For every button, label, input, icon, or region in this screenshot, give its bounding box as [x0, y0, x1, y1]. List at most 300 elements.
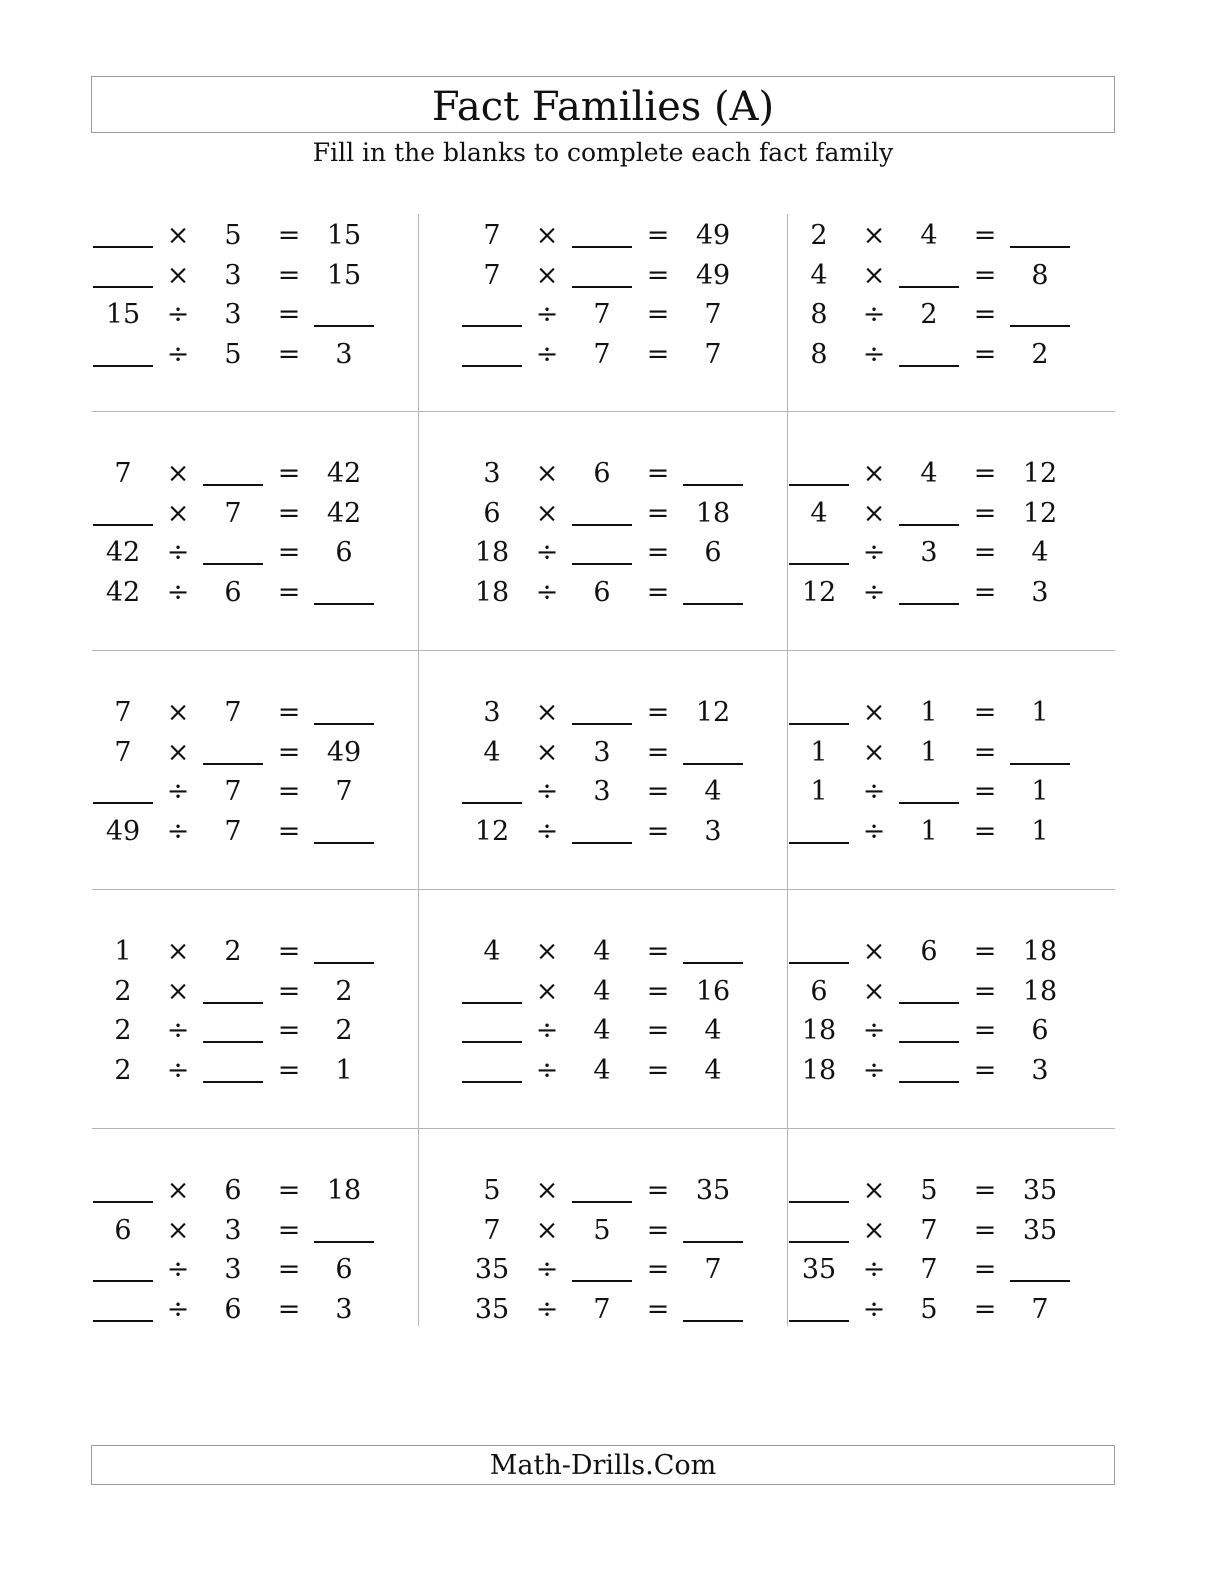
equation-row [92, 733, 418, 773]
multiply-sign: × [862, 936, 886, 967]
blank-line[interactable] [899, 1051, 959, 1083]
answer-blank[interactable] [789, 533, 849, 573]
number: 1 [1031, 697, 1049, 728]
equation-row [419, 256, 787, 296]
fact-family-cell [92, 412, 419, 651]
answer-blank[interactable] [314, 812, 374, 852]
answer-blank[interactable] [93, 335, 153, 375]
equals-sign: = [277, 737, 301, 768]
multiply-sign: × [535, 737, 559, 768]
equation-row [788, 533, 1115, 573]
divide-sign: ÷ [166, 537, 190, 568]
blank-line[interactable] [899, 1011, 959, 1043]
number: 2 [114, 1015, 132, 1046]
answer-blank[interactable] [93, 256, 153, 296]
number: 6 [810, 976, 828, 1007]
fact-family-grid [92, 214, 1115, 1326]
number: 7 [920, 1254, 938, 1285]
blank-line[interactable] [683, 733, 743, 765]
number: 3 [593, 776, 611, 807]
equals-sign: = [646, 737, 670, 768]
number: 49 [326, 737, 362, 768]
answer-blank[interactable] [314, 295, 374, 335]
number: 3 [335, 339, 353, 370]
divide-sign: ÷ [862, 816, 886, 847]
blank-line[interactable] [572, 812, 632, 844]
number: 2 [114, 976, 132, 1007]
multiply-sign: × [166, 458, 190, 489]
answer-blank[interactable] [462, 1051, 522, 1091]
multiply-sign: × [535, 260, 559, 291]
blank-line[interactable] [93, 1290, 153, 1322]
blank-line[interactable] [789, 932, 849, 964]
blank-line[interactable] [314, 1211, 374, 1243]
equals-sign: = [646, 537, 670, 568]
multiply-sign: × [862, 260, 886, 291]
answer-blank[interactable] [462, 295, 522, 335]
multiply-sign: × [862, 976, 886, 1007]
equals-sign: = [973, 936, 997, 967]
equals-sign: = [973, 697, 997, 728]
blank-line[interactable] [789, 1211, 849, 1243]
blank-line[interactable] [1010, 295, 1070, 327]
equation-row [92, 494, 418, 534]
equation-row [788, 733, 1115, 773]
divide-sign: ÷ [535, 1294, 559, 1325]
blank-line[interactable] [899, 256, 959, 288]
fact-family-cell [788, 651, 1115, 890]
blank-line[interactable] [572, 693, 632, 725]
equation-row [419, 812, 787, 852]
fact-family-cell [92, 1129, 419, 1326]
equation-row [419, 1051, 787, 1091]
blank-line[interactable] [462, 1051, 522, 1083]
equation-row [419, 533, 787, 573]
answer-blank[interactable] [572, 1171, 632, 1211]
blank-line[interactable] [314, 693, 374, 725]
blank-line[interactable] [789, 533, 849, 565]
number: 35 [801, 1254, 837, 1285]
answer-blank[interactable] [1010, 733, 1070, 773]
divide-sign: ÷ [166, 1015, 190, 1046]
blank-line[interactable] [314, 932, 374, 964]
number: 42 [326, 458, 362, 489]
number: 3 [224, 1254, 242, 1285]
blank-line[interactable] [1010, 216, 1070, 248]
blank-line[interactable] [683, 1211, 743, 1243]
blank-line[interactable] [789, 1290, 849, 1322]
number: 42 [326, 498, 362, 529]
blank-line[interactable] [683, 1290, 743, 1322]
divide-sign: ÷ [166, 776, 190, 807]
blank-line[interactable] [899, 972, 959, 1004]
answer-blank[interactable] [203, 454, 263, 494]
multiply-sign: × [862, 498, 886, 529]
answer-blank[interactable] [462, 772, 522, 812]
divide-sign: ÷ [166, 1294, 190, 1325]
equals-sign: = [646, 458, 670, 489]
multiply-sign: × [535, 220, 559, 251]
answer-blank[interactable] [93, 1290, 153, 1330]
equals-sign: = [973, 299, 997, 330]
equals-sign: = [973, 1175, 997, 1206]
divide-sign: ÷ [862, 1294, 886, 1325]
blank-line[interactable] [93, 1250, 153, 1282]
blank-line[interactable] [314, 812, 374, 844]
equals-sign: = [973, 1254, 997, 1285]
equals-sign: = [646, 339, 670, 370]
equation-row [788, 1290, 1115, 1330]
divide-sign: ÷ [535, 339, 559, 370]
divide-sign: ÷ [862, 339, 886, 370]
equals-sign: = [277, 299, 301, 330]
number: 4 [920, 220, 938, 251]
divide-sign: ÷ [862, 776, 886, 807]
number: 5 [224, 220, 242, 251]
equation-row [92, 454, 418, 494]
blank-line[interactable] [203, 733, 263, 765]
blank-line[interactable] [314, 295, 374, 327]
number: 15 [105, 299, 141, 330]
equation-row [92, 573, 418, 613]
answer-blank[interactable] [462, 1011, 522, 1051]
equation-row [92, 812, 418, 852]
number: 5 [593, 1215, 611, 1246]
answer-blank[interactable] [314, 932, 374, 972]
number: 49 [695, 220, 731, 251]
answer-blank[interactable] [789, 1171, 849, 1211]
equation-row [92, 1011, 418, 1051]
answer-blank[interactable] [462, 335, 522, 375]
multiply-sign: × [166, 220, 190, 251]
equals-sign: = [646, 1254, 670, 1285]
answer-blank[interactable] [683, 733, 743, 773]
number: 7 [704, 1254, 722, 1285]
answer-blank[interactable] [572, 812, 632, 852]
answer-blank[interactable] [899, 772, 959, 812]
answer-blank[interactable] [572, 494, 632, 534]
blank-line[interactable] [203, 454, 263, 486]
answer-blank[interactable] [93, 1250, 153, 1290]
blank-line[interactable] [789, 812, 849, 844]
answer-blank[interactable] [203, 1011, 263, 1051]
answer-blank[interactable] [899, 972, 959, 1012]
equation-row [788, 573, 1115, 613]
answer-blank[interactable] [789, 1290, 849, 1330]
number: 6 [1031, 1015, 1049, 1046]
blank-line[interactable] [93, 256, 153, 288]
answer-blank[interactable] [899, 1051, 959, 1091]
equation-row [419, 454, 787, 494]
equation-row [92, 256, 418, 296]
divide-sign: ÷ [862, 537, 886, 568]
answer-blank[interactable] [899, 573, 959, 613]
equation-row [419, 494, 787, 534]
number: 4 [593, 1055, 611, 1086]
fact-family-cell [92, 651, 419, 890]
blank-line[interactable] [203, 972, 263, 1004]
answer-blank[interactable] [683, 932, 743, 972]
answer-blank[interactable] [572, 693, 632, 733]
answer-blank[interactable] [572, 1250, 632, 1290]
blank-line[interactable] [572, 494, 632, 526]
answer-blank[interactable] [93, 494, 153, 534]
equation-row [788, 216, 1115, 256]
number: 4 [810, 260, 828, 291]
divide-sign: ÷ [535, 816, 559, 847]
multiply-sign: × [862, 458, 886, 489]
fact-family-cell [419, 1129, 788, 1326]
number: 12 [1022, 498, 1058, 529]
number: 8 [810, 299, 828, 330]
equals-sign: = [277, 1175, 301, 1206]
equation-row [788, 693, 1115, 733]
number: 2 [224, 936, 242, 967]
blank-line[interactable] [899, 772, 959, 804]
number: 3 [1031, 1055, 1049, 1086]
number: 7 [224, 816, 242, 847]
title-box [91, 76, 1115, 133]
answer-blank[interactable] [572, 216, 632, 256]
equation-row [92, 1051, 418, 1091]
equals-sign: = [277, 537, 301, 568]
answer-blank[interactable] [683, 1211, 743, 1251]
number: 1 [810, 737, 828, 768]
answer-blank[interactable] [203, 533, 263, 573]
blank-line[interactable] [683, 932, 743, 964]
answer-blank[interactable] [789, 693, 849, 733]
divide-sign: ÷ [166, 299, 190, 330]
equation-row [788, 454, 1115, 494]
divide-sign: ÷ [535, 1055, 559, 1086]
equals-sign: = [973, 498, 997, 529]
answer-blank[interactable] [899, 256, 959, 296]
fact-family-cell [92, 890, 419, 1129]
equals-sign: = [973, 339, 997, 370]
number: 4 [593, 976, 611, 1007]
number: 6 [593, 577, 611, 608]
blank-line[interactable] [93, 494, 153, 526]
equals-sign: = [973, 976, 997, 1007]
answer-blank[interactable] [314, 573, 374, 613]
blank-line[interactable] [683, 454, 743, 486]
blank-line[interactable] [572, 216, 632, 248]
answer-blank[interactable] [899, 1011, 959, 1051]
blank-line[interactable] [789, 454, 849, 486]
number: 3 [483, 458, 501, 489]
divide-sign: ÷ [862, 299, 886, 330]
answer-blank[interactable] [1010, 295, 1070, 335]
equation-row [788, 812, 1115, 852]
number: 5 [224, 339, 242, 370]
equation-row [419, 972, 787, 1012]
equation-row [419, 1290, 787, 1330]
footer-box [91, 1445, 1115, 1485]
equation-row [92, 1171, 418, 1211]
answer-blank[interactable] [899, 494, 959, 534]
equation-row [788, 1011, 1115, 1051]
answer-blank[interactable] [789, 812, 849, 852]
number: 7 [704, 299, 722, 330]
blank-line[interactable] [203, 1051, 263, 1083]
blank-line[interactable] [462, 1011, 522, 1043]
number: 18 [326, 1175, 362, 1206]
number: 3 [224, 299, 242, 330]
blank-line[interactable] [899, 335, 959, 367]
multiply-sign: × [166, 498, 190, 529]
worksheet-subtitle: Fill in the blanks to complete each fact family [312, 138, 894, 167]
equals-sign: = [646, 498, 670, 529]
blank-line[interactable] [462, 772, 522, 804]
answer-blank[interactable] [572, 256, 632, 296]
answer-blank[interactable] [789, 454, 849, 494]
divide-sign: ÷ [166, 577, 190, 608]
equals-sign: = [973, 577, 997, 608]
blank-line[interactable] [572, 256, 632, 288]
number: 7 [114, 458, 132, 489]
number: 4 [704, 776, 722, 807]
number: 4 [704, 1055, 722, 1086]
equation-row [92, 932, 418, 972]
equation-row [788, 1250, 1115, 1290]
blank-line[interactable] [899, 494, 959, 526]
equation-row [419, 1011, 787, 1051]
multiply-sign: × [535, 976, 559, 1007]
equals-sign: = [646, 776, 670, 807]
equation-row [92, 335, 418, 375]
worksheet-title: Fact Families (A) [431, 83, 775, 130]
number: 3 [593, 737, 611, 768]
multiply-sign: × [166, 260, 190, 291]
answer-blank[interactable] [93, 772, 153, 812]
divide-sign: ÷ [166, 1254, 190, 1285]
answer-blank[interactable] [93, 1171, 153, 1211]
blank-line[interactable] [572, 533, 632, 565]
answer-blank[interactable] [789, 932, 849, 972]
number: 5 [920, 1175, 938, 1206]
blank-line[interactable] [572, 1250, 632, 1282]
answer-blank[interactable] [203, 1051, 263, 1091]
equation-row [788, 972, 1115, 1012]
number: 8 [810, 339, 828, 370]
equation-row [419, 335, 787, 375]
multiply-sign: × [166, 936, 190, 967]
answer-blank[interactable] [683, 454, 743, 494]
number: 2 [920, 299, 938, 330]
answer-blank[interactable] [203, 733, 263, 773]
number: 1 [335, 1055, 353, 1086]
answer-blank[interactable] [683, 1290, 743, 1330]
blank-line[interactable] [462, 972, 522, 1004]
equation-row [92, 1290, 418, 1330]
blank-line[interactable] [93, 1171, 153, 1203]
blank-line[interactable] [314, 573, 374, 605]
number: 35 [474, 1254, 510, 1285]
equals-sign: = [277, 498, 301, 529]
number: 1 [114, 936, 132, 967]
equation-row [92, 533, 418, 573]
equation-row [788, 1211, 1115, 1251]
number: 2 [335, 1015, 353, 1046]
blank-line[interactable] [93, 216, 153, 248]
number: 1 [810, 776, 828, 807]
equals-sign: = [973, 458, 997, 489]
equals-sign: = [277, 458, 301, 489]
blank-line[interactable] [899, 573, 959, 605]
equals-sign: = [973, 776, 997, 807]
number: 7 [704, 339, 722, 370]
blank-line[interactable] [1010, 733, 1070, 765]
answer-blank[interactable] [1010, 1250, 1070, 1290]
number: 3 [224, 1215, 242, 1246]
blank-line[interactable] [203, 1011, 263, 1043]
number: 2 [114, 1055, 132, 1086]
blank-line[interactable] [1010, 1250, 1070, 1282]
blank-line[interactable] [683, 573, 743, 605]
fact-family-cell [788, 890, 1115, 1129]
answer-blank[interactable] [93, 216, 153, 256]
blank-line[interactable] [789, 693, 849, 725]
blank-line[interactable] [93, 335, 153, 367]
equals-sign: = [277, 976, 301, 1007]
number: 1 [1031, 776, 1049, 807]
blank-line[interactable] [572, 1171, 632, 1203]
answer-blank[interactable] [314, 1211, 374, 1251]
equals-sign: = [277, 1254, 301, 1285]
answer-blank[interactable] [203, 972, 263, 1012]
number: 35 [695, 1175, 731, 1206]
multiply-sign: × [166, 976, 190, 1007]
equals-sign: = [973, 1215, 997, 1246]
answer-blank[interactable] [462, 972, 522, 1012]
multiply-sign: × [166, 737, 190, 768]
divide-sign: ÷ [862, 1254, 886, 1285]
blank-line[interactable] [789, 1171, 849, 1203]
answer-blank[interactable] [683, 573, 743, 613]
blank-line[interactable] [462, 295, 522, 327]
number: 4 [593, 936, 611, 967]
number: 35 [1022, 1215, 1058, 1246]
number: 1 [920, 737, 938, 768]
answer-blank[interactable] [572, 533, 632, 573]
number: 5 [920, 1294, 938, 1325]
equals-sign: = [277, 577, 301, 608]
equals-sign: = [646, 1175, 670, 1206]
equals-sign: = [277, 339, 301, 370]
equals-sign: = [973, 816, 997, 847]
number: 4 [593, 1015, 611, 1046]
answer-blank[interactable] [899, 335, 959, 375]
equation-row [788, 295, 1115, 335]
equation-row [788, 335, 1115, 375]
multiply-sign: × [166, 697, 190, 728]
answer-blank[interactable] [789, 1211, 849, 1251]
equals-sign: = [973, 737, 997, 768]
equation-row [419, 1171, 787, 1211]
answer-blank[interactable] [1010, 216, 1070, 256]
equation-row [788, 256, 1115, 296]
equals-sign: = [973, 1055, 997, 1086]
number: 49 [105, 816, 141, 847]
footer-text: Math-Drills.Com [489, 1449, 717, 1481]
blank-line[interactable] [462, 335, 522, 367]
blank-line[interactable] [93, 772, 153, 804]
answer-blank[interactable] [314, 693, 374, 733]
equals-sign: = [973, 1294, 997, 1325]
number: 4 [1031, 537, 1049, 568]
number: 16 [695, 976, 731, 1007]
blank-line[interactable] [203, 533, 263, 565]
